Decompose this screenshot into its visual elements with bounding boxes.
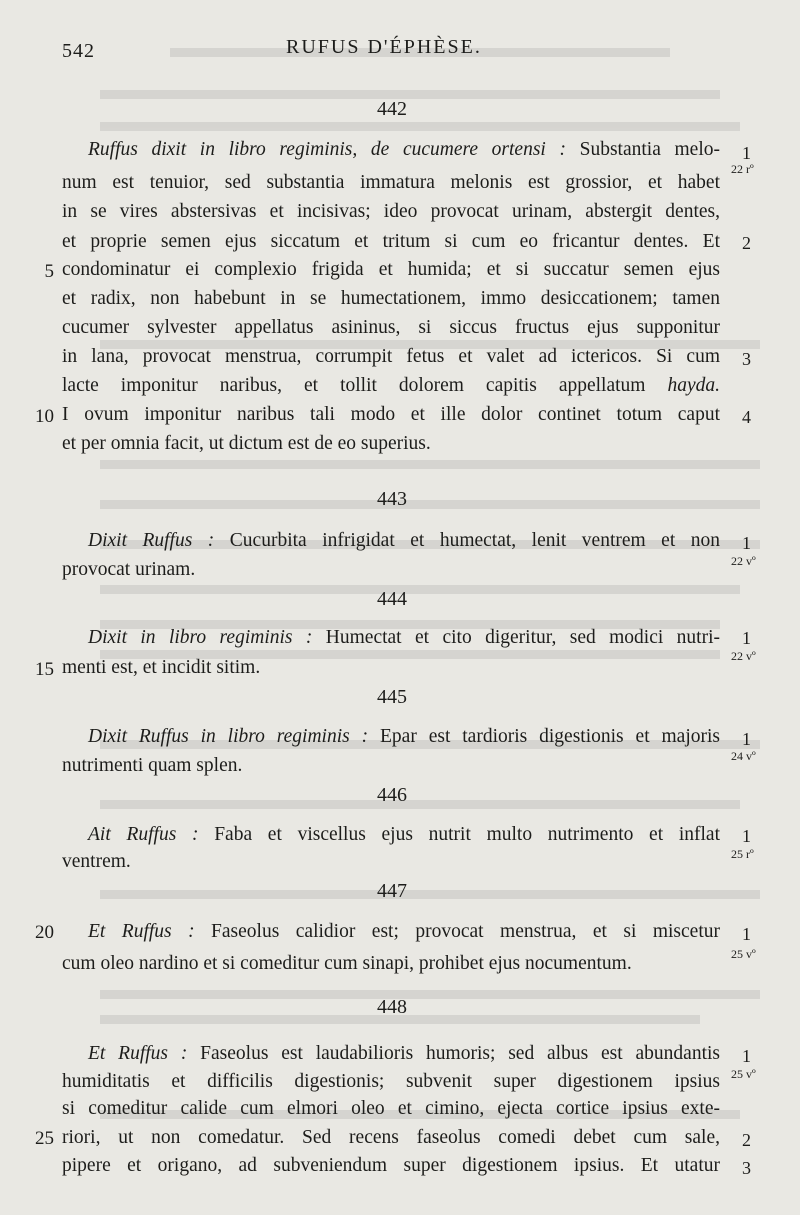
text-line-italic: hayda. — [667, 375, 720, 396]
text-line-italic: Ruffus dixit in libro regiminis, de cucumere ortensi : — [88, 139, 566, 160]
text-line: cucumer sylvester appellatus asininus, si siccus fructus ejus supponitur — [62, 317, 720, 338]
margin-number: 1 — [742, 533, 751, 553]
text-line-roman: Substantia melo- — [565, 139, 720, 160]
folio-mark: 25 vº — [731, 1067, 756, 1081]
text-line — [62, 376, 720, 396]
line-number: 5 — [44, 261, 54, 282]
folio-mark: 24 vº — [731, 749, 756, 763]
line-number: 25 — [35, 1128, 54, 1149]
folio-mark: 25 rº — [731, 847, 754, 861]
folio-mark: 22 rº — [731, 162, 754, 176]
text-line — [88, 140, 720, 160]
page-number: 542 — [62, 40, 95, 62]
section-number: 447 — [377, 880, 407, 902]
folio-mark: 22 vº — [731, 649, 756, 663]
text-line: nutrimenti quam splen. — [62, 755, 243, 776]
section-number: 444 — [377, 588, 407, 610]
text-line: et radix, non habebunt in se humectationem, immo desiccationem; tamen — [62, 288, 720, 309]
section-number: 443 — [377, 488, 407, 510]
text-line-italic: Dixit Ruffus in libro regiminis : — [88, 726, 369, 747]
text-line-roman: Faba et viscellus ejus nutrit multo nutrimento et inflat — [198, 824, 720, 845]
line-number: 10 — [35, 406, 54, 427]
margin-number: 1 — [742, 826, 751, 846]
text-line — [88, 922, 720, 942]
text-line: num est tenuior, sed substantia immatura melonis est grossior, et habet — [62, 172, 720, 193]
section-number: 442 — [377, 98, 407, 120]
text-line-roman: Faseolus est laudabilioris humoris; sed albus est abundantis — [187, 1043, 720, 1064]
margin-number: 1 — [742, 143, 751, 163]
text-line-roman: Humectat et cito digeritur, sed modici nutri- — [312, 627, 721, 648]
margin-number: 2 — [742, 1130, 751, 1150]
text-line-roman: Epar est tardioris digestionis et majoris — [368, 726, 720, 747]
text-line: condominatur ei complexio frigida et humida; et si succatur semen ejus — [62, 259, 720, 280]
text-line: ventrem. — [62, 851, 131, 872]
text-line: in lana, provocat menstrua, corrumpit fetus et valet ad ictericos. Si cum — [62, 346, 720, 367]
text-line-italic: Et Ruffus : — [88, 921, 195, 942]
text-line: et proprie semen ejus siccatum et tritum si cum eo fricantur dentes. Et — [62, 231, 720, 252]
text-line — [88, 628, 720, 648]
text-line: provocat urinam. — [62, 559, 196, 580]
text-line-italic: Dixit in libro regiminis : — [88, 627, 313, 648]
section-number: 445 — [377, 686, 407, 708]
running-title: RUFUS D'ÉPHÈSE. — [286, 36, 482, 58]
margin-number: 1 — [742, 729, 751, 749]
margin-number: 4 — [742, 407, 751, 427]
section-number: 448 — [377, 996, 407, 1018]
text-line-roman: Faseolus calidior est; provocat menstrua, et si miscetur — [194, 921, 720, 942]
text-line-roman: lacte imponitur naribus, et tollit dolorem capitis appellatum — [62, 375, 668, 396]
margin-number: 3 — [742, 1158, 751, 1178]
section-number: 446 — [377, 784, 407, 806]
text-line: in se vires abstersivas et incisivas; ideo provocat urinam, abstergit dentes, — [62, 201, 720, 222]
margin-number: 1 — [742, 1046, 751, 1066]
margin-number: 2 — [742, 233, 751, 253]
text-line: si comeditur calide cum elmori oleo et cimino, ejecta cortice ipsius exte- — [62, 1098, 720, 1119]
folio-mark: 22 vº — [731, 554, 756, 568]
text-line: pipere et origano, ad subveniendum super digestionem ipsius. Et utatur — [62, 1155, 720, 1176]
folio-mark: 25 vº — [731, 947, 756, 961]
text-line-italic: Dixit Ruffus : — [88, 530, 215, 551]
text-line: cum oleo nardino et si comeditur cum sinapi, prohibet ejus nocumentum. — [62, 953, 632, 974]
text-line: menti est, et incidit sitim. — [62, 657, 261, 678]
text-line: humiditatis et difficilis digestionis; subvenit super digestionem ipsius — [62, 1071, 720, 1092]
margin-number: 3 — [742, 349, 751, 369]
text-line — [88, 727, 720, 747]
margin-number: 1 — [742, 924, 751, 944]
line-number: 15 — [35, 659, 54, 680]
text-line-italic: Et Ruffus : — [88, 1043, 188, 1064]
text-line-italic: Ait Ruffus : — [88, 824, 199, 845]
text-line — [88, 825, 720, 845]
line-number: 20 — [35, 922, 54, 943]
text-line — [88, 1044, 720, 1064]
text-line: riori, ut non comedatur. Sed recens faseolus comedi debet cum sale, — [62, 1127, 720, 1148]
text-line-roman: Cucurbita infrigidat et humectat, lenit ventrem et non — [214, 530, 720, 551]
margin-number: 1 — [742, 628, 751, 648]
text-line: et per omnia facit, ut dictum est de eo superius. — [62, 433, 431, 454]
text-line — [88, 531, 720, 551]
text-line: I ovum imponitur naribus tali modo et ille dolor continet totum caput — [62, 404, 720, 425]
